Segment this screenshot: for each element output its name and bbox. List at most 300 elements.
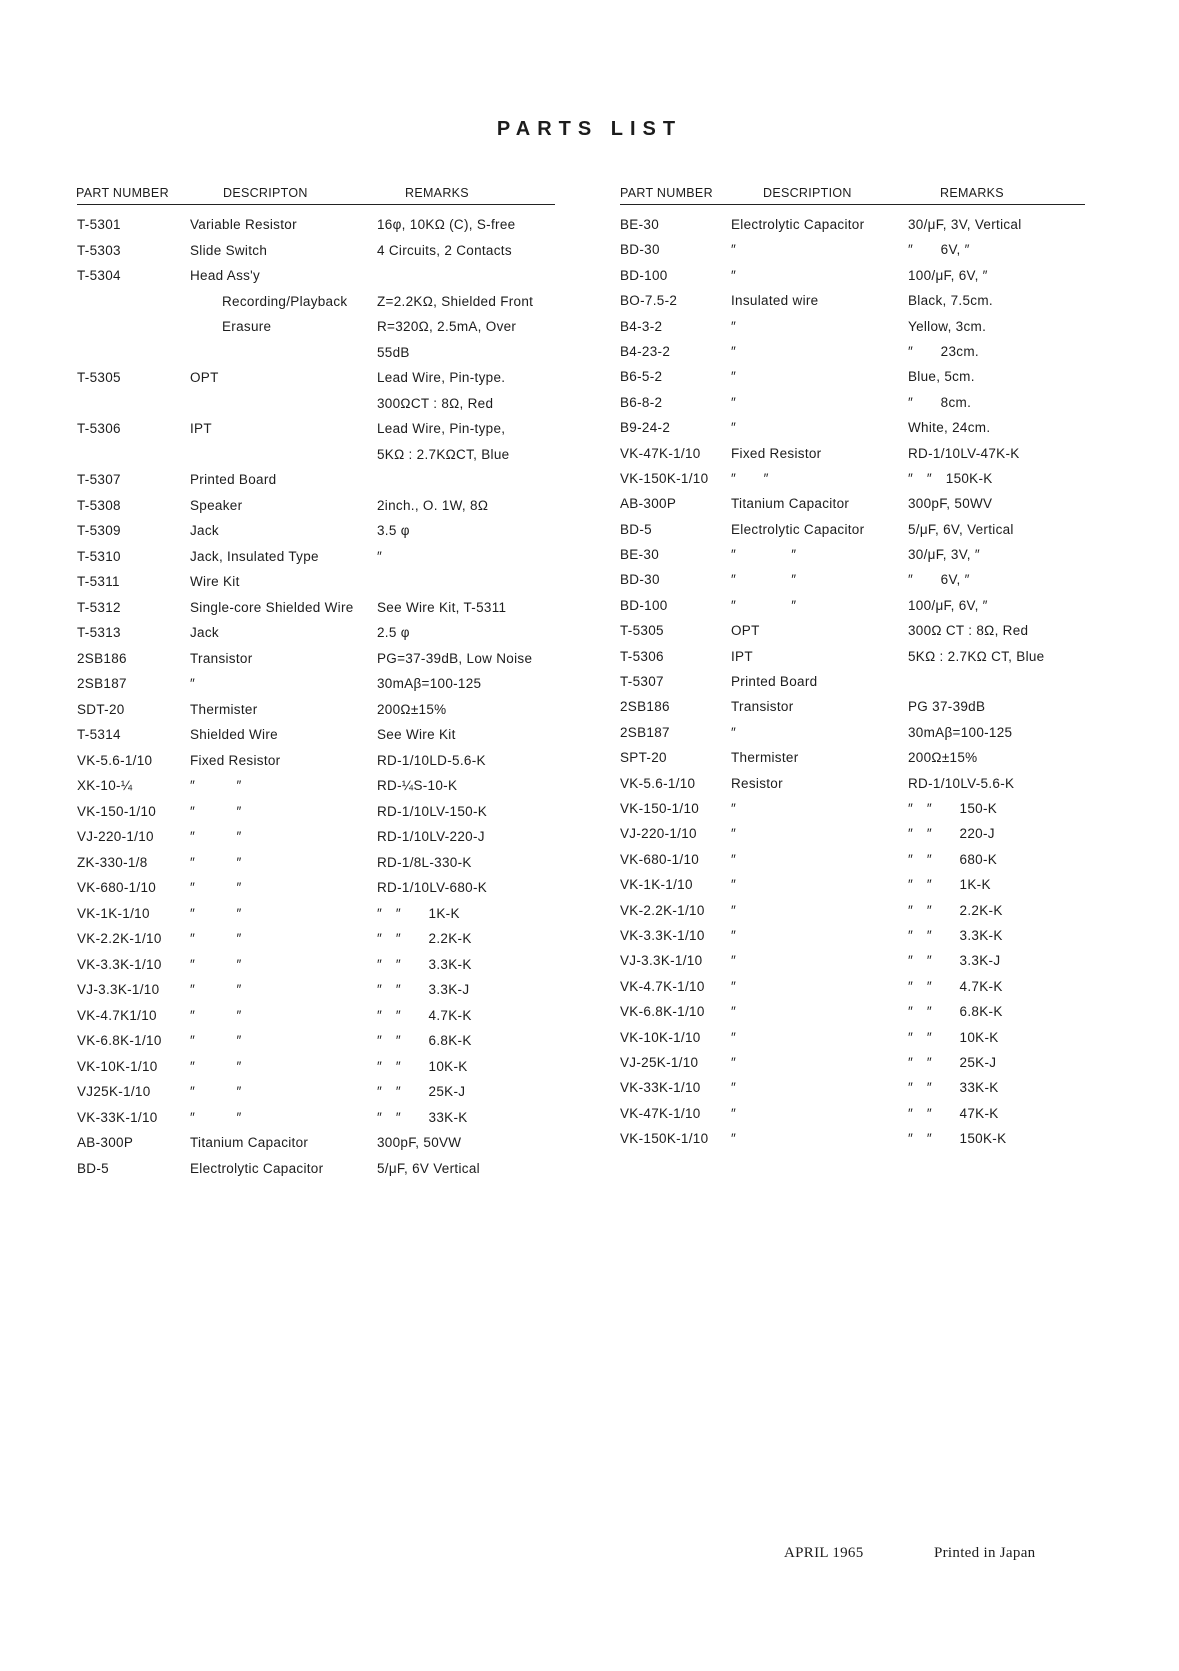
table-row [77, 545, 555, 571]
remarks-cell: 300Ω CT : 8Ω, Red [908, 623, 1029, 639]
header-remarks: REMARKS [405, 186, 469, 200]
remarks-cell: Black, 7.5cm. [908, 293, 993, 309]
header-part-number: PART NUMBER [620, 186, 713, 200]
part-number-cell: VK-33K-1/10 [77, 1109, 158, 1125]
description-cell: Insulated wire [731, 293, 819, 309]
part-number-cell: B6-8-2 [620, 394, 663, 410]
remarks-cell: ″ ″ 2.2K-K [377, 931, 472, 946]
part-number-cell: AB-300P [620, 496, 677, 512]
table-row [77, 1157, 555, 1183]
remarks-cell: 300pF, 50VW [377, 1135, 462, 1150]
description-cell: ″ ″ [731, 547, 797, 563]
remarks-cell: ″ 8cm. [908, 394, 972, 410]
description-cell: Fixed Resistor [190, 752, 281, 768]
part-number-cell: VK-33K-1/10 [620, 1080, 701, 1096]
table-row [77, 494, 555, 520]
part-number-cell: B4-23-2 [620, 343, 671, 359]
description-cell: Variable Resistor [190, 217, 297, 232]
description-cell: Printed Board [731, 674, 818, 690]
table-row [620, 695, 1085, 720]
table-row [77, 570, 555, 596]
remarks-cell: ″ ″ 10K-K [908, 1029, 999, 1045]
description-cell: ″ ″ [190, 956, 242, 972]
remarks-cell: RD-1/8L-330-K [377, 854, 472, 870]
part-number-cell: BD-30 [620, 572, 660, 588]
table-row [77, 672, 555, 698]
description-cell: Slide Switch [190, 242, 268, 258]
part-number-cell: VK-6.8K-1/10 [620, 1004, 705, 1020]
remarks-cell: ″ ″ 150-K [908, 800, 998, 816]
page-title: PARTS LIST [496, 118, 683, 140]
part-number-cell: BD-5 [620, 521, 652, 537]
remarks-cell: White, 24cm. [908, 420, 991, 436]
description-cell: Transistor [731, 699, 794, 715]
description-cell: ″ [731, 851, 737, 867]
remarks-cell: ″ ″ 6.8K-K [377, 1033, 472, 1048]
table-row [77, 1106, 555, 1132]
part-number-cell: BD-30 [620, 242, 660, 258]
parts-table-left [77, 182, 555, 1182]
table-row [620, 289, 1085, 314]
remarks-cell: ″ ″ 10K-K [377, 1058, 468, 1074]
description-cell: ″ [731, 902, 737, 918]
remarks-cell: 2inch., O. 1W, 8Ω [377, 497, 489, 513]
part-number-cell: VK-2.2K-1/10 [77, 931, 162, 946]
description-cell: Electrolytic Capacitor [731, 217, 865, 232]
remarks-cell: Z=2.2KΩ, Shielded Front [377, 293, 534, 309]
remarks-cell: ″ ″ 25K-J [377, 1084, 466, 1099]
table-row [77, 621, 555, 647]
description-cell: ″ ″ [190, 931, 242, 946]
table-row [77, 468, 555, 494]
table-row [620, 315, 1085, 340]
remarks-cell: ″ ″ 47K-K [908, 1105, 999, 1121]
remarks-cell: Yellow, 3cm. [908, 318, 987, 334]
remarks-cell: ″ ″ 3.3K-J [908, 953, 1001, 969]
table-row [620, 492, 1085, 517]
description-cell: ″ ″ [190, 1109, 242, 1125]
table-row [77, 927, 555, 953]
part-number-cell: XK-10-¼ [77, 778, 133, 793]
table-row [620, 568, 1085, 593]
description-cell: Erasure [222, 319, 272, 334]
table-row [620, 391, 1085, 416]
table-row [77, 315, 555, 341]
description-cell: Titanium Capacitor [731, 496, 850, 512]
description-cell: ″ [731, 1080, 737, 1096]
remarks-cell: 5KΩ : 2.7KΩCT, Blue [377, 446, 510, 462]
part-number-cell: VK-6.8K-1/10 [77, 1033, 162, 1048]
remarks-cell: 4 Circuits, 2 Contacts [377, 242, 512, 258]
description-cell: ″ [731, 1004, 737, 1020]
part-number-cell: B6-5-2 [620, 369, 663, 385]
description-cell: Resistor [731, 775, 783, 791]
table-row [77, 264, 555, 290]
part-number-cell: T-5311 [77, 574, 120, 589]
table-row [77, 1080, 555, 1106]
description-cell: ″ [731, 877, 737, 893]
description-cell: ″ [731, 927, 737, 943]
table-row [77, 239, 555, 265]
description-cell: ″ [731, 1054, 737, 1070]
description-cell: Shielded Wire [190, 727, 278, 742]
remarks-cell: ″ 6V, ″ [908, 242, 970, 258]
remarks-cell: RD-1/10LV-680-K [377, 880, 488, 895]
remarks-cell: Lead Wire, Pin-type. [377, 370, 506, 385]
description-cell: Wire Kit [190, 574, 240, 589]
description-cell: IPT [731, 648, 753, 664]
remarks-cell: 30mAβ=100-125 [908, 724, 1013, 740]
remarks-cell: ″ ″ 25K-J [908, 1054, 997, 1070]
remarks-cell: ″ ″ 150K-K [908, 470, 993, 486]
part-number-cell: VK-5.6-1/10 [77, 752, 153, 768]
part-number-cell: T-5306 [77, 421, 121, 436]
part-number-cell: T-5304 [77, 268, 121, 283]
table-row [620, 924, 1085, 949]
table-row [620, 518, 1085, 543]
part-number-cell: T-5309 [77, 523, 121, 538]
remarks-cell: 2.5 φ [377, 625, 410, 640]
table-row [620, 670, 1085, 695]
header-description: DESCRIPTION [763, 186, 852, 200]
part-number-cell: BD-100 [620, 597, 668, 613]
remarks-cell: ″ ″ 4.7K-K [377, 1007, 472, 1023]
remarks-cell: 100/μF, 6V, ″ [908, 267, 988, 283]
table-row [77, 774, 555, 800]
remarks-cell: ″ ″ 6.8K-K [908, 1004, 1003, 1020]
description-cell: ″ [731, 1029, 737, 1045]
table-row [77, 443, 555, 469]
table-row [77, 902, 555, 928]
description-cell: ″ ″ [731, 470, 769, 486]
part-number-cell: VK-150-1/10 [620, 800, 700, 816]
part-number-cell: VJ-220-1/10 [77, 829, 154, 844]
part-number-cell: T-5305 [620, 623, 664, 639]
description-cell: Electrolytic Capacitor [190, 1160, 324, 1176]
remarks-cell: ″ ″ 220-J [908, 826, 995, 842]
description-cell: OPT [731, 623, 760, 639]
remarks-cell: ″ ″ 3.3K-K [908, 927, 1003, 943]
remarks-cell: RD-1/10LV-220-J [377, 829, 485, 844]
part-number-cell: T-5301 [77, 217, 121, 232]
description-cell: ″ ″ [190, 982, 242, 997]
part-number-cell: VK-10K-1/10 [620, 1029, 701, 1045]
part-number-cell: BD-5 [77, 1160, 109, 1176]
description-cell: ″ ″ [190, 854, 242, 870]
table-row [620, 873, 1085, 898]
remarks-cell: 30/μF, 3V, ″ [908, 547, 980, 563]
remarks-cell: RD-1/10LD-5.6-K [377, 752, 486, 768]
header-remarks: REMARKS [940, 186, 1004, 200]
remarks-cell: RD-1/10LV-47K-K [908, 445, 1020, 461]
part-number-cell: B9-24-2 [620, 420, 671, 436]
table-row [620, 797, 1085, 822]
remarks-cell: 200Ω±15% [908, 750, 978, 766]
part-number-cell: VK-680-1/10 [77, 880, 157, 895]
remarks-cell: ″ ″ 150K-K [908, 1131, 1007, 1147]
part-number-cell: VK-47K-1/10 [620, 445, 701, 461]
description-cell: Speaker [190, 497, 243, 513]
remarks-cell: 5/μF, 6V, Vertical [908, 521, 1014, 537]
header-description: DESCRIPTON [223, 186, 308, 200]
part-number-cell: VK-3.3K-1/10 [620, 927, 705, 943]
description-cell: ″ ″ [190, 803, 242, 819]
part-number-cell: 2SB187 [77, 676, 127, 691]
part-number-cell: 2SB186 [77, 650, 127, 666]
table-row [77, 749, 555, 775]
table-row [77, 1004, 555, 1030]
description-cell: ″ [731, 394, 737, 410]
description-cell: Transistor [190, 650, 253, 666]
remarks-cell: 300pF, 50WV [908, 496, 993, 512]
table-body [77, 213, 555, 1182]
description-cell: ″ ″ [190, 1033, 242, 1048]
part-number-cell: T-5314 [77, 727, 121, 742]
remarks-cell: 100/μF, 6V, ″ [908, 597, 988, 613]
remarks-cell: See Wire Kit, T-5311 [377, 599, 507, 615]
part-number-cell: VK-10K-1/10 [77, 1058, 158, 1074]
part-number-cell: VK-4.7K-1/10 [620, 978, 705, 994]
remarks-cell: 5KΩ : 2.7KΩ CT, Blue [908, 648, 1045, 664]
footer-origin: Printed in Japan [934, 1545, 1036, 1561]
description-cell: Printed Board [190, 472, 277, 487]
table-row [77, 290, 555, 316]
remarks-cell: ″ ″ 680-K [908, 851, 998, 867]
part-number-cell: 2SB187 [620, 724, 670, 740]
remarks-cell: ″ [377, 548, 383, 564]
table-row [620, 365, 1085, 390]
remarks-cell: ″ ″ 3.3K-K [377, 956, 472, 972]
part-number-cell: 2SB186 [620, 699, 670, 715]
remarks-cell: PG 37-39dB [908, 699, 986, 715]
table-row [620, 543, 1085, 568]
table-row [620, 721, 1085, 746]
description-cell: ″ ″ [190, 1084, 242, 1099]
table-row [77, 647, 555, 673]
description-cell: ″ ″ [190, 1058, 242, 1074]
table-row [77, 723, 555, 749]
table-row [620, 238, 1085, 263]
description-cell: ″ [190, 676, 196, 691]
table-row [620, 1127, 1085, 1152]
table-row [620, 848, 1085, 873]
table-row [77, 1029, 555, 1055]
part-number-cell: BE-30 [620, 217, 660, 232]
table-body [620, 213, 1085, 1152]
table-row [77, 953, 555, 979]
description-cell: Thermister [731, 750, 799, 766]
part-number-cell: ZK-330-1/8 [77, 854, 148, 870]
table-row [620, 1076, 1085, 1101]
part-number-cell: T-5313 [77, 625, 121, 640]
description-cell: ″ [731, 1131, 737, 1147]
part-number-cell: VK-150K-1/10 [620, 1131, 709, 1147]
remarks-cell: RD-1/10LV-5.6-K [908, 775, 1015, 791]
description-cell: ″ [731, 826, 737, 842]
table-row [620, 949, 1085, 974]
table-row [77, 800, 555, 826]
table-row [620, 619, 1085, 644]
table-row [620, 264, 1085, 289]
table-row [620, 822, 1085, 847]
description-cell: ″ [731, 978, 737, 994]
part-number-cell: VK-47K-1/10 [620, 1105, 701, 1121]
remarks-cell: ″ ″ 2.2K-K [908, 902, 1003, 918]
part-number-cell: T-5312 [77, 599, 121, 615]
description-cell: ″ ″ [731, 572, 797, 588]
description-cell: ″ ″ [190, 905, 242, 921]
table-row [620, 645, 1085, 670]
table-row [620, 1102, 1085, 1127]
part-number-cell: VK-1K-1/10 [77, 905, 150, 921]
table-header [620, 182, 1085, 205]
table-row [620, 746, 1085, 771]
remarks-cell: 3.5 φ [377, 523, 410, 538]
part-number-cell: BD-100 [620, 267, 668, 283]
part-number-cell: VK-2.2K-1/10 [620, 902, 705, 918]
part-number-cell: VK-150-1/10 [77, 803, 157, 819]
remarks-cell: RD-¼S-10-K [377, 778, 458, 793]
table-row [77, 851, 555, 877]
table-row [77, 978, 555, 1004]
description-cell: OPT [190, 370, 219, 385]
description-cell: ″ [731, 724, 737, 740]
description-cell: Head Ass'y [190, 268, 261, 283]
description-cell: Electrolytic Capacitor [731, 521, 865, 537]
table-row [77, 596, 555, 622]
description-cell: Titanium Capacitor [190, 1135, 309, 1150]
table-row [620, 772, 1085, 797]
description-cell: Recording/Playback [222, 293, 348, 309]
part-number-cell: BE-30 [620, 547, 660, 563]
remarks-cell: 16φ, 10KΩ (C), S-free [377, 217, 516, 232]
remarks-cell: ″ ″ 1K-K [908, 877, 991, 893]
part-number-cell: T-5306 [620, 648, 664, 664]
description-cell: ″ ″ [190, 880, 242, 895]
description-cell: Fixed Resistor [731, 445, 822, 461]
table-row [620, 213, 1085, 238]
table-row [77, 1055, 555, 1081]
description-cell: ″ [731, 267, 737, 283]
table-row [620, 1051, 1085, 1076]
part-number-cell: VK-4.7K1/10 [77, 1007, 157, 1023]
part-number-cell: VK-680-1/10 [620, 851, 700, 867]
part-number-cell: B4-3-2 [620, 318, 663, 334]
part-number-cell: VJ-25K-1/10 [620, 1054, 699, 1070]
part-number-cell: T-5307 [77, 472, 121, 487]
description-cell: ″ [731, 800, 737, 816]
part-number-cell: SPT-20 [620, 750, 667, 766]
remarks-cell: 5/μF, 6V Vertical [377, 1160, 480, 1176]
table-row [620, 1000, 1085, 1025]
remarks-cell: 300ΩCT : 8Ω, Red [377, 395, 494, 411]
description-cell: IPT [190, 421, 212, 436]
part-number-cell: T-5305 [77, 370, 121, 385]
description-cell: ″ [731, 318, 737, 334]
header-part-number: PART NUMBER [76, 186, 169, 200]
table-row [77, 698, 555, 724]
part-number-cell: T-5307 [620, 674, 664, 690]
part-number-cell: VK-3.3K-1/10 [77, 956, 162, 972]
description-cell: ″ [731, 242, 737, 258]
part-number-cell: VJ25K-1/10 [77, 1084, 151, 1099]
remarks-cell: 55dB [377, 344, 410, 360]
remarks-cell: PG=37-39dB, Low Noise [377, 650, 533, 666]
part-number-cell: T-5310 [77, 548, 121, 564]
description-cell: ″ [731, 369, 737, 385]
table-row [620, 442, 1085, 467]
part-number-cell: SDT-20 [77, 701, 125, 717]
remarks-cell: ″ 6V, ″ [908, 572, 970, 588]
part-number-cell: VJ-3.3K-1/10 [77, 982, 160, 997]
remarks-cell: RD-1/10LV-150-K [377, 803, 488, 819]
description-cell: ″ ″ [190, 1007, 242, 1023]
table-row [620, 975, 1085, 1000]
table-row [77, 876, 555, 902]
part-number-cell: BO-7.5-2 [620, 293, 678, 309]
remarks-cell: 30mAβ=100-125 [377, 676, 482, 691]
table-row [77, 1131, 555, 1157]
description-cell: ″ [731, 343, 737, 359]
table-header [77, 182, 555, 205]
remarks-cell: See Wire Kit [377, 727, 456, 742]
part-number-cell: VK-150K-1/10 [620, 470, 709, 486]
remarks-cell: ″ ″ 3.3K-J [377, 982, 470, 997]
table-row [620, 416, 1085, 441]
part-number-cell: VK-1K-1/10 [620, 877, 693, 893]
description-cell: ″ ″ [190, 778, 242, 793]
table-row [620, 1026, 1085, 1051]
table-row [620, 594, 1085, 619]
remarks-cell: R=320Ω, 2.5mA, Over [377, 319, 517, 334]
description-cell: Jack [190, 625, 219, 640]
table-row [77, 417, 555, 443]
table-row [620, 340, 1085, 365]
description-cell: ″ [731, 1105, 737, 1121]
table-row [77, 213, 555, 239]
footer-date: APRIL 1965 [784, 1545, 864, 1561]
description-cell: Jack [190, 523, 219, 538]
parts-table-right [620, 182, 1085, 1152]
table-row [77, 825, 555, 851]
part-number-cell: T-5303 [77, 242, 121, 258]
part-number-cell: AB-300P [77, 1135, 134, 1150]
part-number-cell: VJ-3.3K-1/10 [620, 953, 703, 969]
table-row [77, 519, 555, 545]
remarks-cell: 30/μF, 3V, Vertical [908, 217, 1022, 232]
table-row [77, 392, 555, 418]
part-number-cell: VK-5.6-1/10 [620, 775, 696, 791]
remarks-cell: 200Ω±15% [377, 701, 447, 717]
description-cell: Jack, Insulated Type [190, 548, 319, 564]
part-number-cell: VJ-220-1/10 [620, 826, 697, 842]
remarks-cell: Blue, 5cm. [908, 369, 975, 385]
description-cell: ″ ″ [190, 829, 242, 844]
table-row [620, 899, 1085, 924]
remarks-cell: ″ ″ 4.7K-K [908, 978, 1003, 994]
description-cell: Single-core Shielded Wire [190, 599, 354, 615]
table-row [620, 467, 1085, 492]
description-cell: Thermister [190, 701, 258, 717]
part-number-cell: T-5308 [77, 497, 121, 513]
remarks-cell: ″ ″ 1K-K [377, 905, 460, 921]
remarks-cell: Lead Wire, Pin-type, [377, 421, 506, 436]
table-row [77, 366, 555, 392]
table-row [77, 341, 555, 367]
description-cell: ″ ″ [731, 597, 797, 613]
description-cell: ″ [731, 420, 737, 436]
remarks-cell: ″ ″ 33K-K [908, 1080, 999, 1096]
